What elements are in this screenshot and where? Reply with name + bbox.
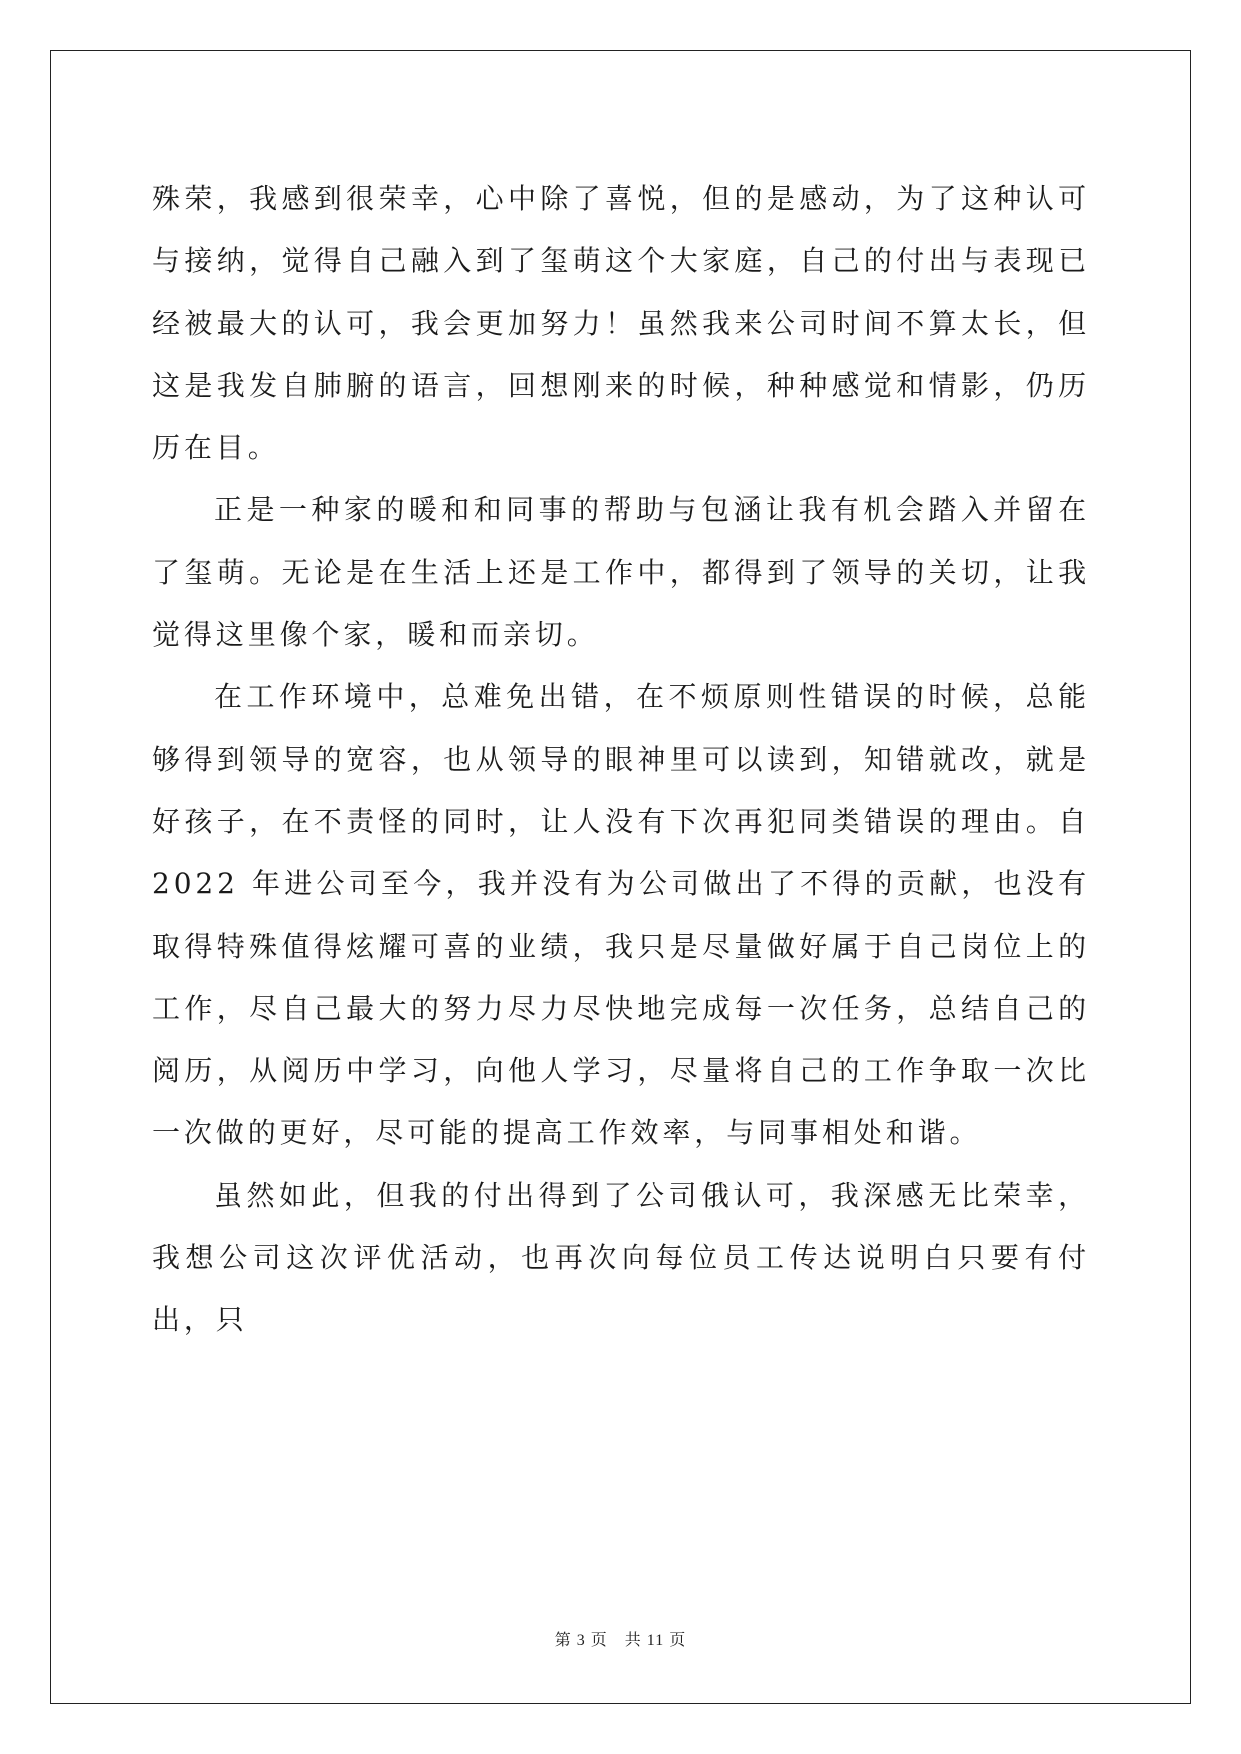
paragraph-3: 在工作环境中，总难免出错，在不烦原则性错误的时候，总能够得到领导的宽容，也从领导的眼神里可以读到，知错就改，就是好孩子，在不责怪的同时，让人没有下次再犯同类错误的理由。自 2022 年进公司至今，我并没有为公司做出了不得的贡献，也没有取得特殊值得炫耀可喜的业绩，我只是尽量做好属于自己岗位上的工作，尽自己最大的努力尽力尽快地完成每一次任务，总结自己的阅历，从阅历中学习，向他人学习，尽量将自己的工作争取一次比一次做的更好，尽可能的提高工作效率，与同事相处和谐。 <box>152 680 1090 1150</box>
paragraph-4: 虽然如此，但我的付出得到了公司俄认可，我深感无比荣幸，我想公司这次评优活动，也再次向每位员工传达说明白只要有付出，只 <box>152 1178 1090 1337</box>
paragraph-1: 殊荣，我感到很荣幸，心中除了喜悦，但的是感动，为了这种认可与接纳，觉得自己融入到了玺萌这个大家庭，自己的付出与表现已经被最大的认可，我会更加努力！虽然我来公司时间不算太长，但这是我发自肺腑的语言，回想刚来的时候，种种感觉和情影，仍历历在目。 <box>152 182 1090 465</box>
page-number-footer: 第 3 页 共 11 页 <box>554 1632 687 1649</box>
document-body <box>152 168 1090 1352</box>
paragraph-2: 正是一种家的暖和和同事的帮助与包涵让我有机会踏入并留在了玺萌。无论是在生活上还是工作中，都得到了领导的关切，让我觉得这里像个家，暖和而亲切。 <box>152 493 1090 652</box>
